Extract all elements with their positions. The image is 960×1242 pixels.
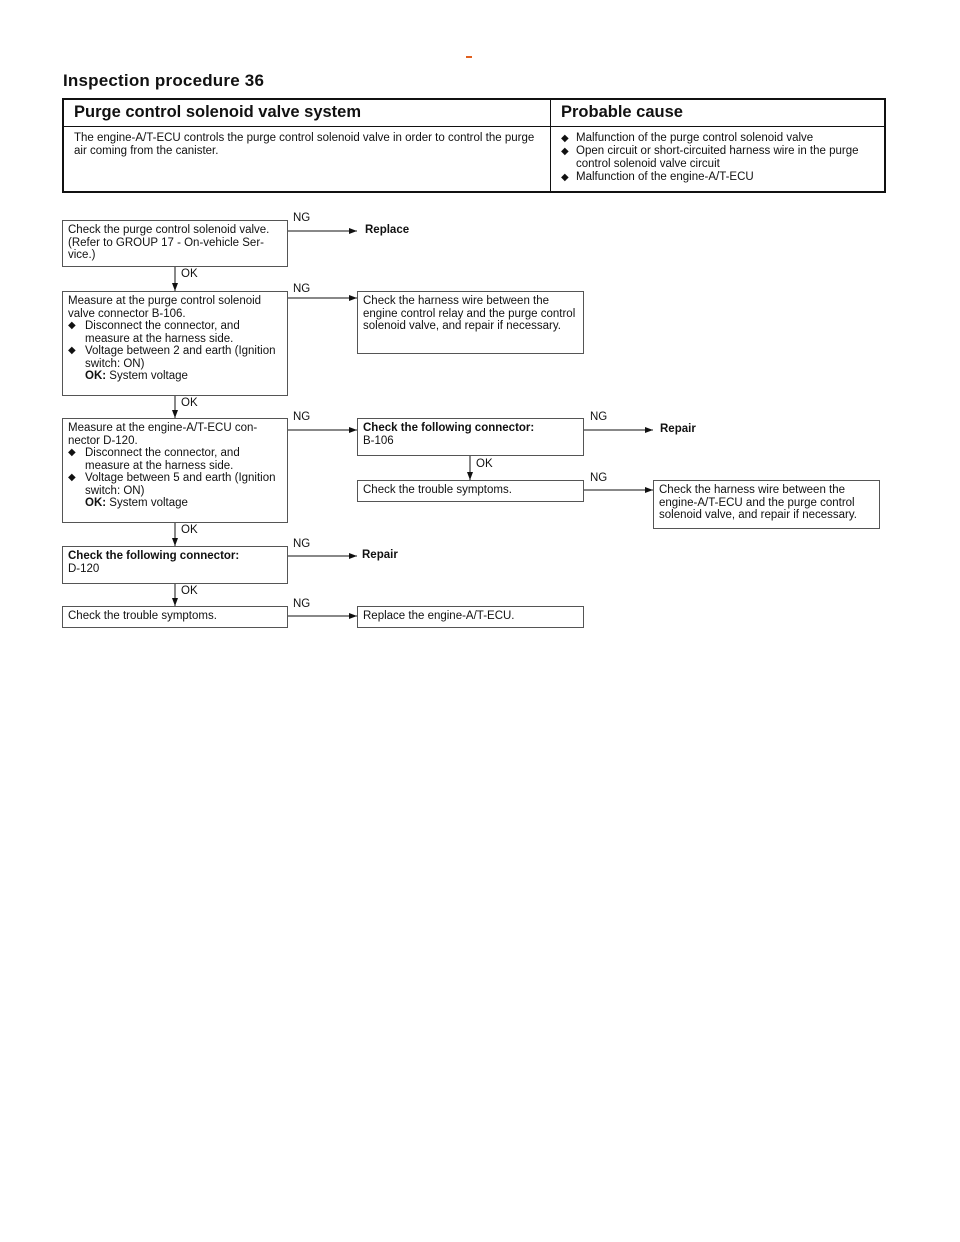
cause-item: ◆ Malfunction of the purge control solenoid valve xyxy=(561,132,874,145)
ok-label: OK xyxy=(181,585,198,597)
branch-check-value: B-106 xyxy=(363,434,394,447)
branch-check-box xyxy=(357,418,584,456)
ng-label: NG xyxy=(590,472,608,484)
step3-bullets xyxy=(68,447,282,497)
branch-ng-result: Repair xyxy=(660,423,696,435)
step5-ng-box: Replace the engine-A/T-ECU. xyxy=(357,606,584,628)
step4-ng-result: Repair xyxy=(362,549,398,561)
step2-bullets xyxy=(68,320,282,370)
step2-ng-box: Check the harness wire between the engine control relay and the purge control solenoid valve, and repair if necessary. xyxy=(357,291,584,354)
step1-line: (Refer to GROUP 17 - On-vehicle Ser- xyxy=(68,236,264,249)
step3-title: nector D-120. xyxy=(68,434,138,447)
ok-label: OK xyxy=(181,397,198,409)
step3-ok-spec xyxy=(68,497,282,510)
cause-item: ◆ Open circuit or short-circuited harness wire in the purge control solenoid valve circuit xyxy=(561,145,874,171)
ok-label: OK xyxy=(476,458,493,470)
ng-label: NG xyxy=(293,598,311,610)
step4-value: D-120 xyxy=(68,562,100,575)
branch-check-title: Check the following connector: xyxy=(363,422,535,434)
ok-key: OK: xyxy=(85,497,107,509)
page-title: Inspection procedure 36 xyxy=(63,71,265,90)
system-header: Purge control solenoid valve system xyxy=(63,99,551,127)
step2-title: Measure at the purge control solenoid xyxy=(68,295,262,307)
step1-line: Check the purge control solenoid valve. xyxy=(68,224,270,236)
step4-title: Check the following connector: xyxy=(68,550,240,562)
ng-label: NG xyxy=(293,212,311,224)
ng-label: NG xyxy=(293,538,311,550)
ok-value: System voltage xyxy=(109,370,188,382)
ok-value: System voltage xyxy=(109,497,188,509)
step2-bullet: ◆ Voltage between 2 and earth (Ignition switch: ON) xyxy=(68,345,282,370)
ng-label: NG xyxy=(293,411,311,423)
step2-title: valve connector B-106. xyxy=(68,307,186,320)
step1-ng-result: Replace xyxy=(365,224,410,236)
ok-label: OK xyxy=(181,524,198,536)
step1-box xyxy=(62,220,288,267)
step4-box xyxy=(62,546,288,584)
ok-key: OK: xyxy=(85,370,107,382)
step1-line: vice.) xyxy=(68,249,96,261)
step3-box xyxy=(62,418,288,523)
step5-box: Check the trouble symptoms. xyxy=(62,606,288,628)
ng-label: NG xyxy=(293,283,311,295)
step3-bullet: ◆ Voltage between 5 and earth (Ignition switch: ON) xyxy=(68,472,282,497)
branch-trouble-ng-box: Check the harness wire between the engine-A/T-ECU and the purge control solenoid valve, and repair if necessary. xyxy=(653,480,880,529)
step2-bullet: ◆ Disconnect the connector, and measure at the harness side. xyxy=(68,320,282,345)
step2-ok-spec xyxy=(68,370,282,383)
step3-title: Measure at the engine-A/T-ECU con- xyxy=(68,422,258,434)
cause-item: ◆ Malfunction of the engine-A/T-ECU xyxy=(561,171,874,184)
cause-header: Probable cause xyxy=(551,99,886,127)
branch-trouble-box: Check the trouble symptoms. xyxy=(357,480,584,502)
system-description: The engine-A/T-ECU controls the purge control solenoid valve in order to control the purge air coming from the canister. xyxy=(63,127,551,193)
step3-bullet: ◆ Disconnect the connector, and measure at the harness side. xyxy=(68,447,282,472)
step2-box xyxy=(62,291,288,396)
ng-label: NG xyxy=(590,411,608,423)
ok-label: OK xyxy=(181,268,198,280)
